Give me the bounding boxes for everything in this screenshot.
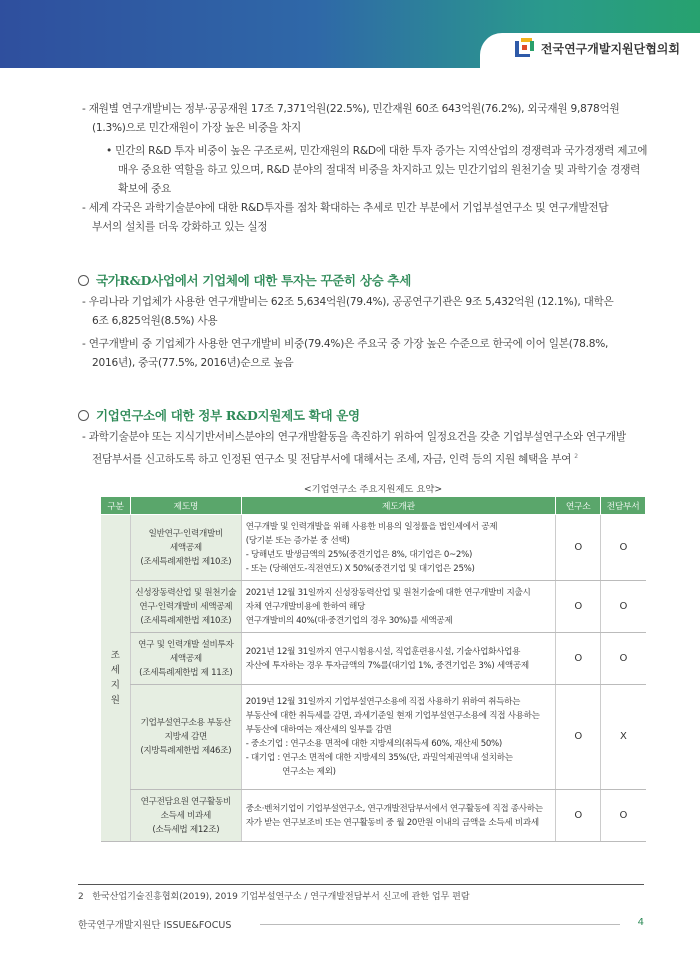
category-cell: 조세지원 [101,515,131,842]
program-desc: 연구개발 및 인력개발을 위해 사용한 비용의 일정률을 법인세에서 공제 (당기분 또는 증가분 중 선택) - 당해년도 발생금액의 25%(중견기업은 8%, 대기업은 0~2%) - 또는 (당해연도-직전연도) X 50%(중견기업 및 대기업은 25%) [241,515,555,581]
program-name: 신성장동력산업 및 원천기술 연구·인력개발비 세액공제 (조세특례제한법 제10조) [130,581,241,633]
page-number: 4 [637,917,644,928]
table-row [101,515,646,581]
program-name: 기업부설연구소용 부동산 지방세 감면 (지방특례제한법 제46조) [130,685,241,790]
org-logo [515,38,680,58]
footer-title: 한국연구개발지원단 ISSUE&FOCUS [78,920,232,931]
table-row [101,633,646,685]
footnote: 2 한국산업기술진흥협회(2019), 2019 기업부설연구소 / 연구개발전담부서 신고에 관한 업무 편람 [78,892,470,902]
page-footer [78,917,644,931]
program-desc: 2021년 12월 31일까지 신성장동력산업 및 원천기술에 대한 연구개발비 지출시 자체 연구개발비용에 한하여 해당 연구개발비의 40%(대·중견기업의 경우 30%)를 세액공제 [241,581,555,633]
header-category: 구분 [101,497,131,515]
circle-bullet-icon [78,275,89,286]
header-overview: 제도개관 [241,497,555,515]
paragraph-rd-spend-ratio: - 연구개발비 중 기업체가 사용한 연구개발비 비중(79.4%)은 주요국 중 가장 높은 수준으로 한국에 이어 일본(78.8%, 2016년), 중국(77.5%, 2016년)순으로 높음 [82,338,609,369]
header-program-name: 제도명 [130,497,241,515]
header-dept: 전담부서 [601,497,646,515]
footnote-ref[interactable]: 2 [574,453,578,460]
table-caption: <기업연구소 주요지원제도 요약> [303,484,443,495]
paragraph-lab-registration: - 과학기술분야 또는 지식기반서비스분야의 연구개발활동을 촉진하기 위하여 일정요건을 갖춘 기업부설연구소와 연구개발 전담부서를 신고하도록 하고 인정된 연구소 및 전담부서에 대해서는 조세, 자금, 인력 등의 지원 혜택을 부여 $^2$ [82,431,626,466]
program-name: 연구전담요원 연구활동비 소득세 비과세 (소득세법 제12조) [130,790,241,842]
dept-eligibility: X [601,685,646,790]
dept-eligibility: O [601,581,646,633]
lab-eligibility: O [556,515,601,581]
dept-eligibility: O [601,790,646,842]
table-row [101,581,646,633]
section-title-investment-trend: 국가R&D사업에서 기업체에 대한 투자는 꾸준히 상승 추세 [78,271,411,289]
section-title-support-system: 기업연구소에 대한 정부 R&D지원제도 확대 운영 [78,406,360,424]
program-desc: 2021년 12월 31일까지 연구시험용시설, 직업훈련용시설, 기술사업화사업용 자산에 투자하는 경우 투자금액의 7%를(대기업 1%, 중견기업은 3%) 세액공제 [241,633,555,685]
lab-eligibility: O [556,685,601,790]
paragraph-funding-source: - 재원별 연구개발비는 정부·공공재원 17조 7,371억원(22.5%), 민간재원 60조 643억원(76.2%), 외국재원 9,878억원 (1.3%)으로 민간재원이 가장 높은 비중을 차지 [82,103,620,134]
lab-eligibility: O [556,633,601,685]
program-name: 일반연구·인력개발비 세액공제 (조세특례제한법 제10조) [130,515,241,581]
support-summary-table [100,496,646,842]
dept-eligibility: O [601,633,646,685]
section1-body [78,293,648,373]
program-desc: 중소·벤처기업이 기업부설연구소, 연구개발전담부서에서 연구활동에 직접 종사하는 자가 받는 연구보조비 또는 연구활동비 중 월 20만원 이내의 금액을 소득세 비과세 [241,790,555,842]
table-header-row [101,497,646,515]
lab-eligibility: O [556,581,601,633]
org-name: 전국연구개발지원단협의회 [540,41,680,56]
paragraph-private-investment: • 민간의 R&D 투자 비중이 높은 구조로써, 민간재원의 R&D에 대한 투자 증가는 지역산업의 경쟁력과 국가경쟁력 제고에 매우 중요한 역할을 하고 있으며, R&D 분야의 절대적 비중을 차지하고 있는 민간기업의 원천기술 및 과학기술 경쟁력 확보에 중요 [106,145,648,195]
table-row [101,685,646,790]
footer-divider [260,924,620,925]
org-logo-icon [515,38,535,58]
footnote-divider [78,884,644,885]
table-row [101,790,646,842]
paragraph-global-trend: - 세계 각국은 과학기술분야에 대한 R&D투자를 점차 확대하는 추세로 민간 부분에서 기업부설연구소 및 연구개발전담 부서의 설치를 더욱 강화하고 있는 실정 [82,202,609,233]
dept-eligibility: O [601,515,646,581]
lab-eligibility: O [556,790,601,842]
paragraph-rd-spend-by-sector: - 우리나라 기업체가 사용한 연구개발비는 62조 5,634억원(79.4%), 공공연구기관은 9조 5,432억원 (12.1%), 대학은 6조 6,825억원(8.5%) 사용 [82,296,614,327]
header-lab: 연구소 [556,497,601,515]
circle-bullet-icon [78,410,89,421]
program-name: 연구 및 인력개발 설비투자 세액공제 (조세특례제한법 제 11조) [130,633,241,685]
intro-block [78,100,648,237]
section2-body [78,428,648,470]
program-desc: 2019년 12월 31일까지 기업부설연구소용에 직접 사용하기 위하여 취득하는 부동산에 대한 취득세를 감면, 과세기준일 현재 기업부설연구소용에 직접 사용하는 부동산에 대하여는 재산세의 일부를 감면 - 중소기업 : 연구소용 면적에 대한 지방세의(취득세 60%, 재산세 50%) - 대기업 : 연구소 면적에 대한 지방세의 35%(단, 과밀억제권역내 설치하는 연구소는 제외) [241,685,555,790]
